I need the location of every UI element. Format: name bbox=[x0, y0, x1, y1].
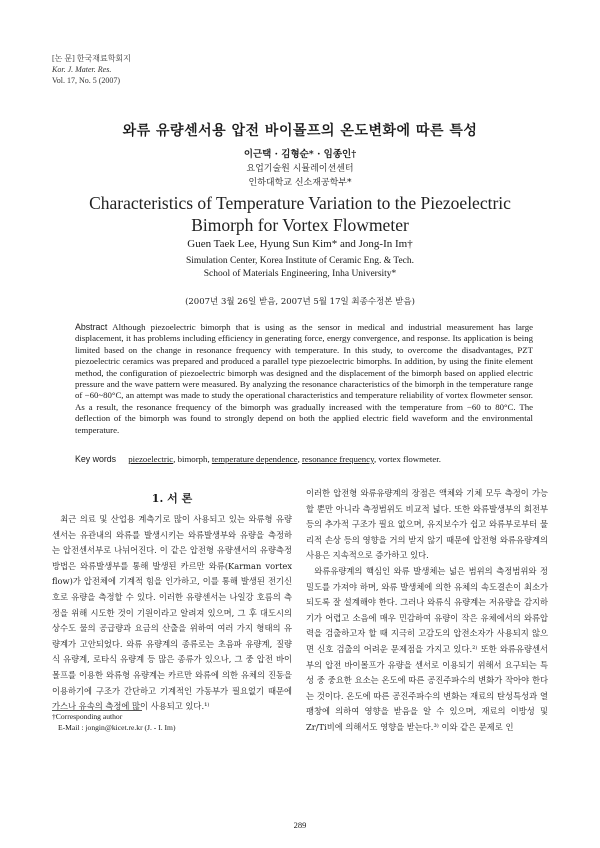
abstract bbox=[75, 322, 533, 436]
journal-name-korean: [논 문] 한국재료학회지 bbox=[52, 54, 131, 63]
abstract-label: Abstract bbox=[75, 322, 108, 332]
page-number: 289 bbox=[293, 820, 307, 830]
english-affiliation-2: School of Materials Engineering, Inha University* bbox=[203, 269, 397, 279]
corresponding-author-note: †Corresponding author bbox=[52, 712, 123, 721]
footnote bbox=[52, 712, 292, 733]
keyword-2: bimorph bbox=[177, 454, 208, 464]
body-paragraph: 이러한 압전형 와류유량계의 장점은 액체와 기체 모두 측정이 가능할 뿐만 아니라 측정범위도 비교적 넓다. 또한 와류발생부의 회전부등의 추가적 구조가 필요 없으며, 유지보수가 쉽고 와류부로부터 물리적 손상 등의 영향을 거의 받지 않기 때문에 압전형 와류유량계의 사용은 지속적으로 증가하고 있다. bbox=[306, 488, 548, 561]
keyword-4: resonance frequency bbox=[301, 454, 374, 464]
keyword-5: vortex flowmeter bbox=[378, 454, 439, 464]
body-column-left bbox=[52, 512, 292, 715]
korean-title: 와류 유량센서용 압전 바이몰프의 온도변화에 따른 특성 bbox=[122, 123, 478, 139]
section-heading-introduction: 1. 서 론 bbox=[151, 492, 193, 505]
english-affiliation-1: Simulation Center, Korea Institute of Ceramic Eng. & Tech. bbox=[185, 256, 415, 266]
corresponding-email: E-Mail : jongin@kicet.re.kr (J. - I. Im) bbox=[58, 722, 176, 732]
journal-name-english: Kor. J. Mater. Res. bbox=[52, 65, 112, 74]
keyword-3: temperature dependence bbox=[211, 454, 298, 464]
keywords-label: Key words bbox=[75, 454, 117, 464]
keyword-1: piezoelectric bbox=[128, 454, 174, 464]
korean-authors: 이근택 · 김형순* · 임종인† bbox=[243, 149, 357, 160]
journal-header bbox=[52, 53, 131, 86]
english-title: Characteristics of Temperature Variation to the Piezoelectric Bimorph for Vortex Flowmeter bbox=[89, 193, 511, 235]
abstract-text: Although piezoelectric bimorph that is using as the sensor in medical and industrial measurement has large displacement, it has problems including efficiency in generating force, energy convergence, and response. Its application is being limited based on the change in resonance frequency with temperature. In this study, to overcome the disadvantages, PZT piezoelectric ceramics was prepared and produced a parallel type piezoelectric bimorphs. In addition, by using the finite element method, the configuration of piezoelectric bimorph was designed and the displacement of the bimorph based on applied electric pressure and the wave pattern were measured. By analyzing the resonance characteristics of the bimorph in the temperature range of −60~80°C, an attempt was made to study the operational characteristics and temperature reliability of vortex flowmeter sensor. As a result, the resonance frequency of the bimorph was gradually increased with the temperature from −60 to 80°C. The deflection of the bimorph was found to strongly depend on both the applied electric field waveform and the environmental temperature. bbox=[75, 322, 533, 435]
footnote-divider bbox=[52, 710, 142, 711]
english-authors: Guen Taek Lee, Hyung Sun Kim* and Jong-In Im† bbox=[187, 238, 413, 250]
body-paragraph: 와류유량계의 핵심인 와류 발생체는 넓은 범위의 측정범위와 정밀도를 가져야 하며, 와류 발생체에 의한 유체의 속도결손이 최소가 되도록 잘 설계해야 한다. 그러나 와류식 유량계는 저유량을 감지하기가 어렵고 소음에 매우 민감하여 유량이 작은 유체에서의 와류압력을 검출하고자 할 때 지극히 고감도의 압전소자가 사용되지 않으면 신호 검출의 어려운 문제점을 가지고 있다.²⁾ 또한 와류유량센서부의 압전 바이몰프가 유량을 센서로 이용되기 위해서 요구되는 특성 중 중요한 요소는 온도에 따른 공진주파수의 변화가 작아야 한다는 것이다. 온도에 따른 공진주파수의 변화는 재료의 탄성특성과 열팽창에 의하여 영향을 받음을 알 수 있으며, 재료의 이방성 및 Zr/Ti비에 의해서도 영향을 받는다.³⁾ 이와 같은 문제로 인 bbox=[306, 565, 548, 732]
journal-volume: Vol. 17, No. 5 (2007) bbox=[52, 76, 121, 85]
korean-affiliation-1: 요업기술원 시뮬레이션센터 bbox=[246, 164, 354, 174]
korean-affiliation-2: 인하대학교 신소재공학부* bbox=[248, 178, 352, 188]
body-column-right bbox=[306, 486, 548, 736]
keywords: Key words piezoelectric, bimorph, temperature dependence, resonance frequency, vortex flowmeter. bbox=[75, 454, 441, 464]
received-dates: (2007년 3월 26일 받음, 2007년 5월 17일 최종수정본 받음) bbox=[185, 297, 415, 307]
body-paragraph: 최근 의료 및 산업용 계측기로 많이 사용되고 있는 와류형 유량센서는 유관내의 와류를 발생시키는 와류발생부와 유량을 측정하는 압전센서부로 나뉘어진다. 이 같은 압전형 유량센서의 유량측정 방법은 와류발생부를 통해 발생된 카르만 와류(Karman vortex flow)가 압전체에 기계적 힘을 인가하고, 이를 통해 발생된 전기신호로 유량을 측정할 수 있다. 이러한 유량센서는 나일강 호름의 측정을 위해 시도한 것이 기원이라고 알려져 있으며, 그 후 대도시의 상수도 물의 공급량과 요금의 산출을 위하여 여러 가지 형태의 유량계가 고안되었다. 와류 유량계의 종류로는 초음파 유량계, 질량식 유량계, 로타식 유량계 등 많은 종류가 있으나, 그 중 압전 바이몰프를 이용한 와류형 유량계는 카르만 와류에 의한 유체의 진동을 이용하기에 구조가 간단하고 기계적인 가동부가 필요없기 때문에 가스나 유속의 측정에 많이 사용되고 있다.¹⁾ bbox=[52, 514, 292, 712]
